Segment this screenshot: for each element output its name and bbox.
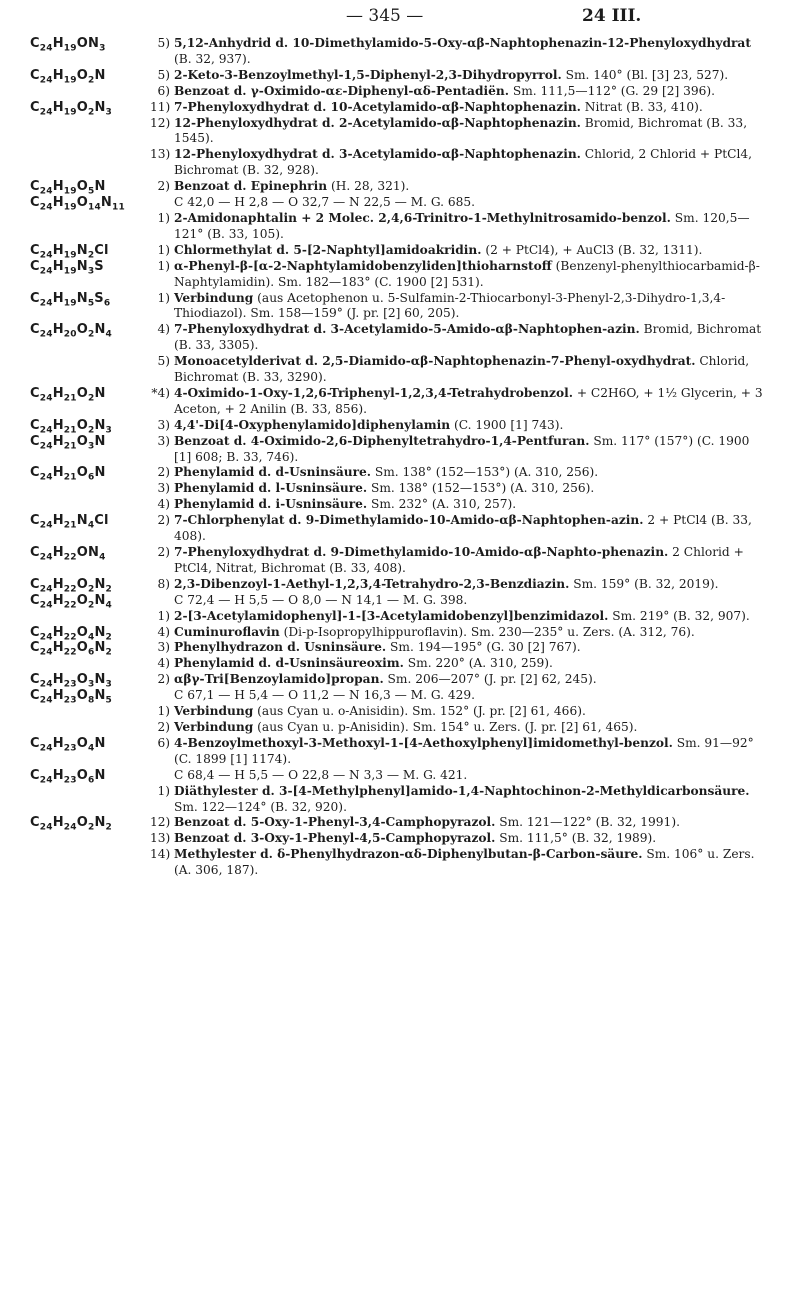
formula-entry	[0, 545, 800, 577]
page-header	[0, 6, 800, 32]
compound-name: 7-Phenyloxydhydrat d. 3-Acetylamido-5-Amido-αβ-Naphtophen-azin.	[174, 322, 640, 337]
entry-number: *4)	[151, 385, 170, 400]
formula-entry	[0, 768, 800, 816]
entry-number: 4)	[157, 624, 170, 639]
compound-details: C 42,0 — H 2,8 — O 32,7 — N 22,5 — M. G. 685.	[174, 195, 476, 210]
compound-details: Chlorid, 2 Chlorid + PtCl4, Bichromat (B. 32, 928).	[174, 147, 752, 178]
entry-number: 4)	[157, 497, 170, 512]
compound-entry	[150, 211, 770, 243]
compound-name: Benzoat d. 5-Oxy-1-Phenyl-3,4-Camphopyrazol.	[174, 815, 496, 830]
entry-number: 12)	[150, 815, 171, 830]
compound-details: Bromid, Bichromat (B. 33, 3305).	[174, 322, 762, 353]
compound-details: Sm. 138° (152—153°) (A. 310, 256).	[367, 481, 595, 496]
compound-details: Sm. 232° (A. 310, 257).	[367, 497, 517, 512]
page-number: — 345 —	[346, 6, 424, 26]
formula-entry	[0, 322, 800, 386]
compound-details: (H. 28, 321).	[327, 179, 410, 194]
molecular-formula: $C_{24}H_{20}O_2N_4$	[30, 322, 113, 340]
compound-name: 4-Benzoylmethoxyl-3-Methoxyl-1-[4-Aethoxylphenyl]imidomethyl-benzol.	[174, 735, 673, 750]
compound-entry	[150, 243, 770, 259]
compound-entry	[150, 513, 770, 545]
formula-entry	[0, 625, 800, 641]
compound-details: Sm. 117° (157°) (C. 1900 [1] 608; B. 33, 746).	[174, 433, 750, 464]
entry-number: 1)	[157, 704, 170, 719]
formula-entry	[0, 243, 800, 259]
compound-entry	[150, 704, 770, 720]
compound-entry	[150, 656, 770, 672]
compound-details: (Benzenyl-phenylthiocarbamid-β-Naphtylamidin). Sm. 182—183° (C. 1900 [2] 531).	[174, 258, 760, 289]
compound-details: (B. 32, 937).	[174, 51, 251, 66]
entry-number: 6)	[157, 735, 170, 750]
compound-details: (aus Cyan u. o-Anisidin). Sm. 152° (J. pr. [2] 61, 466).	[253, 704, 586, 719]
composition-line	[150, 768, 770, 784]
formula-entry	[0, 36, 800, 68]
molecular-formula: $C_{24}H_{19}O_2N_3$	[30, 99, 113, 118]
compound-entry	[150, 815, 770, 831]
compound-entry	[150, 354, 770, 386]
molecular-formula: $C_{24}H_{22}O_4N_2$	[30, 624, 113, 643]
compound-name: Phenylhydrazon d. Usninsäure.	[174, 640, 387, 655]
compound-entry	[150, 609, 770, 625]
compound-entry	[150, 100, 770, 116]
compound-details: Chlorid, Bichromat (B. 33, 3290).	[174, 354, 750, 385]
formula-entry	[0, 195, 800, 243]
compound-details: 2 + PtCl4 (B. 33, 408).	[174, 513, 752, 544]
compound-name: 12-Phenyloxydhydrat d. 2-Acetylamido-αβ-Naphtophenazin.	[174, 115, 581, 130]
compound-name: Phenylamid d. d-Usninsäureoxim.	[174, 656, 404, 671]
compound-name: Monoacetylderivat d. 2,5-Diamido-αβ-Naphtophenazin-7-Phenyl-oxydhydrat.	[174, 354, 696, 369]
compound-details: Sm. 159° (B. 32, 2019).	[569, 576, 719, 591]
molecular-formula: $C_{24}H_{19}O_2N$	[30, 67, 106, 86]
compound-entry	[150, 68, 770, 84]
compound-name: 12-Phenyloxydhydrat d. 3-Acetylamido-αβ-Naphtophenazin.	[174, 147, 581, 162]
entry-number: 2)	[157, 719, 170, 734]
formula-entry	[0, 291, 800, 323]
molecular-formula: $C_{24}H_{23}O_8N_5$	[30, 688, 113, 706]
entry-number: 1)	[157, 210, 170, 225]
compound-details: (aus Cyan u. p-Anisidin). Sm. 154° u. Zers. (J. pr. [2] 61, 465).	[253, 719, 638, 734]
molecular-formula: $C_{24}H_{21}O_2N$	[30, 385, 106, 404]
compound-name: 7-Chlorphenylat d. 9-Dimethylamido-10-Amido-αβ-Naphtophen-azin.	[174, 513, 644, 528]
formula-entry	[0, 736, 800, 768]
molecular-formula: $C_{24}H_{24}O_2N_2$	[30, 815, 113, 833]
compound-entry	[150, 386, 770, 418]
compound-details: Sm. 121—122° (B. 32, 1991).	[495, 815, 680, 830]
compound-details: Sm. 111,5—112° (G. 29 [2] 396).	[508, 83, 716, 98]
formula-entry	[0, 513, 800, 545]
formula-entry	[0, 593, 800, 625]
formula-entry	[0, 577, 800, 593]
formula-entry	[0, 672, 800, 688]
entry-number: 11)	[150, 99, 171, 114]
molecular-formula: $C_{24}H_{19}N_5S_6$	[30, 290, 111, 309]
compound-name: α-Phenyl-β-[α-2-Naphtylamidobenzyliden]thioharnstoff	[174, 258, 552, 273]
entry-number: 3)	[157, 433, 170, 448]
compound-details: Sm. 120,5—121° (B. 33, 105).	[174, 210, 750, 241]
compound-entry	[150, 36, 770, 68]
entry-number: 2)	[157, 513, 170, 528]
molecular-formula: $C_{24}H_{22}O_2N_4$	[30, 592, 113, 611]
compound-entry	[150, 736, 770, 768]
compound-entry	[150, 116, 770, 148]
compound-details: + C2H6O, + 1½ Glycerin, + 3 Aceton, + 2 Anilin (B. 33, 856).	[174, 385, 763, 416]
molecular-formula: $C_{24}H_{22}O_2N_2$	[30, 576, 113, 595]
compound-name: 4-Oximido-1-Oxy-1,2,6-Triphenyl-1,2,3,4-Tetrahydrobenzol.	[174, 385, 573, 400]
compound-details: (2 + PtCl4), + AuCl3 (B. 32, 1311).	[481, 242, 703, 257]
entry-number: 8)	[157, 576, 170, 591]
entry-number: 4)	[157, 322, 170, 337]
entry-number: 4)	[157, 656, 170, 671]
compound-name: 2-Amidonaphtalin + 2 Molec. 2,4,6-Trinitro-1-Methylnitrosamido-benzol.	[174, 210, 671, 225]
formula-entry	[0, 815, 800, 879]
compound-entry	[150, 259, 770, 291]
formula-entry	[0, 688, 800, 736]
compound-entry	[150, 147, 770, 179]
entry-number: 1)	[157, 242, 170, 257]
formula-entry	[0, 68, 800, 100]
compound-details: Sm. 194—195° (G. 30 [2] 767).	[386, 640, 581, 655]
compound-details: (aus Acetophenon u. 5-Sulfamin-2-Thiocarbonyl-3-Phenyl-2,3-Dihydro-1,3,4-Thiodiazol). Sm. 158—159° (J. pr. [2] 60, 205).	[174, 290, 726, 321]
compound-name: Benzoat d. Epinephrin	[174, 179, 328, 194]
compound-name: Chlormethylat d. 5-[2-Naphtyl]amidoakridin.	[174, 242, 482, 257]
composition-line	[150, 195, 770, 211]
entry-number: 3)	[157, 417, 170, 432]
compound-entry	[150, 831, 770, 847]
compound-entry	[150, 577, 770, 593]
compound-details: Sm. 138° (152—153°) (A. 310, 256).	[371, 465, 599, 480]
compound-name: 7-Phenyloxydhydrat d. 9-Dimethylamido-10-Amido-αβ-Naphto-phenazin.	[174, 545, 669, 559]
compound-details: C 72,4 — H 5,5 — O 8,0 — N 14,1 — M. G. 398.	[174, 592, 468, 607]
formula-entry	[0, 100, 800, 180]
molecular-formula: $C_{24}H_{22}ON_4$	[30, 545, 106, 563]
compound-details: Nitrat (B. 33, 410).	[580, 99, 703, 114]
compound-details: 2 Chlorid + PtCl4, Nitrat, Bichromat (B. 33, 408).	[174, 545, 744, 575]
entry-number: 1)	[157, 783, 170, 798]
compound-name: αβγ-Tri[Benzoylamido]propan.	[174, 672, 384, 687]
compound-name: Methylester d. δ-Phenylhydrazon-αδ-Diphenylbutan-β-Carbon-säure.	[174, 847, 643, 862]
compound-entry	[150, 418, 770, 434]
molecular-formula: $C_{24}H_{19}O_{14}N_{11}$	[30, 195, 125, 213]
compound-name: Benzoat d. γ-Oximido-αε-Diphenyl-αδ-Pentadiën.	[174, 83, 509, 98]
compound-entry	[150, 434, 770, 466]
compound-entry	[150, 545, 770, 577]
composition-line	[150, 593, 770, 609]
formula-index	[0, 36, 800, 879]
entry-number: 5)	[157, 354, 170, 369]
entry-number: 5)	[157, 36, 170, 50]
compound-name: 5,12-Anhydrid d. 10-Dimethylamido-5-Oxy-αβ-Naphtophenazin-12-Phenyloxydhydrat	[174, 36, 751, 50]
compound-details: Sm. 220° (A. 310, 259).	[403, 656, 553, 671]
entry-number: 12)	[150, 115, 171, 130]
molecular-formula: $C_{24}H_{21}N_4Cl$	[30, 513, 109, 531]
compound-name: 7-Phenyloxydhydrat d. 10-Acetylamido-αβ-Naphtophenazin.	[174, 99, 581, 114]
entry-number: 14)	[150, 847, 171, 862]
compound-details: (Di-p-Isopropylhippuroflavin). Sm. 230—235° u. Zers. (A. 312, 76).	[279, 624, 695, 639]
formula-entry	[0, 640, 800, 672]
compound-details: Sm. 206—207° (J. pr. [2] 62, 245).	[383, 672, 597, 687]
compound-entry	[150, 322, 770, 354]
molecular-formula: $C_{24}H_{19}ON_3$	[30, 36, 106, 54]
molecular-formula: $C_{24}H_{21}O_2N_3$	[30, 417, 113, 436]
compound-entry	[150, 481, 770, 497]
formula-entry	[0, 179, 800, 195]
compound-entry	[150, 672, 770, 688]
compound-name: 2-[3-Acetylamidophenyl]-1-[3-Acetylamidobenzyl]benzimidazol.	[174, 608, 609, 623]
entry-number: 2)	[157, 179, 170, 194]
molecular-formula: $C_{24}H_{23}O_4N$	[30, 735, 106, 754]
compound-entry	[150, 84, 770, 100]
molecular-formula: $C_{24}H_{21}O_6N$	[30, 465, 106, 484]
compound-name: Benzoat d. 4-Oximido-2,6-Diphenyltetrahydro-1,4-Pentfuran.	[174, 433, 590, 448]
formula-entry	[0, 386, 800, 418]
compound-name: Phenylamid d. i-Usninsäure.	[174, 497, 368, 512]
compound-name: Benzoat d. 3-Oxy-1-Phenyl-4,5-Camphopyrazol.	[174, 831, 496, 846]
compound-name: 4,4'-Di[4-Oxyphenylamido]diphenylamin	[174, 417, 451, 432]
molecular-formula: $C_{24}H_{23}O_6N$	[30, 767, 106, 786]
formula-entry	[0, 418, 800, 434]
compound-name: 2-Keto-3-Benzoylmethyl-1,5-Diphenyl-2,3-Dihydropyrrol.	[174, 67, 562, 82]
compound-details: C 68,4 — H 5,5 — O 22,8 — N 3,3 — M. G. 421.	[174, 767, 468, 782]
compound-entry	[150, 465, 770, 481]
compound-details: Sm. 140° (Bl. [3] 23, 527).	[561, 67, 729, 82]
molecular-formula: $C_{24}H_{19}N_2Cl$	[30, 242, 109, 261]
compound-entry	[150, 179, 770, 195]
compound-details: Sm. 106° u. Zers. (A. 306, 187).	[174, 847, 755, 878]
compound-name: Verbindung	[174, 704, 254, 719]
compound-entry	[150, 640, 770, 656]
molecular-formula: $C_{24}H_{19}N_3S$	[30, 258, 104, 277]
entry-number: 13)	[150, 147, 171, 162]
entry-number: 3)	[157, 640, 170, 655]
entry-number: 2)	[157, 545, 170, 559]
formula-entry	[0, 465, 800, 513]
compound-details: Sm. 219° (B. 32, 907).	[608, 608, 750, 623]
composition-line	[150, 688, 770, 704]
compound-entry	[150, 784, 770, 816]
compound-entry	[150, 720, 770, 736]
entry-number: 1)	[157, 608, 170, 623]
compound-entry	[150, 847, 770, 879]
compound-name: Verbindung	[174, 290, 254, 305]
molecular-formula: $C_{24}H_{19}O_5N$	[30, 179, 106, 197]
entry-number: 2)	[157, 672, 170, 687]
formula-entry	[0, 434, 800, 466]
entry-number: 13)	[150, 831, 171, 846]
compound-details: Bromid, Bichromat (B. 33, 1545).	[174, 115, 748, 146]
compound-name: Verbindung	[174, 719, 254, 734]
entry-number: 1)	[157, 290, 170, 305]
compound-name: Phenylamid d. l-Usninsäure.	[174, 481, 368, 496]
compound-name: 2,3-Dibenzoyl-1-Aethyl-1,2,3,4-Tetrahydro-2,3-Benzdiazin.	[174, 576, 570, 591]
compound-name: Phenylamid d. d-Usninsäure.	[174, 465, 372, 480]
entry-number: 2)	[157, 465, 170, 480]
formula-entry	[0, 259, 800, 291]
compound-details: (C. 1900 [1] 743).	[450, 417, 564, 432]
compound-details: Sm. 111,5° (B. 32, 1989).	[495, 831, 657, 846]
compound-details: Sm. 91—92° (C. 1899 [1] 1174).	[174, 735, 754, 766]
compound-name: Diäthylester d. 3-[4-Methylphenyl]amido-1,4-Naphtochinon-2-Methyldicarbonsäure.	[174, 783, 750, 798]
compound-details: C 67,1 — H 5,4 — O 11,2 — N 16,3 — M. G. 429.	[174, 688, 476, 703]
compound-details: Sm. 122—124° (B. 32, 920).	[174, 799, 347, 814]
compound-entry	[150, 291, 770, 323]
entry-number: 3)	[157, 481, 170, 496]
molecular-formula: $C_{24}H_{21}O_3N$	[30, 433, 106, 452]
section-reference: 24 III.	[582, 6, 642, 26]
molecular-formula: $C_{24}H_{22}O_6N_2$	[30, 640, 113, 659]
compound-entry	[150, 625, 770, 641]
entry-number: 6)	[157, 83, 170, 98]
compound-name: Cuminuroflavin	[174, 624, 280, 639]
compound-entry	[150, 497, 770, 513]
entry-number: 1)	[157, 258, 170, 273]
molecular-formula: $C_{24}H_{23}O_3N_3$	[30, 672, 113, 690]
entry-number: 5)	[157, 67, 170, 82]
